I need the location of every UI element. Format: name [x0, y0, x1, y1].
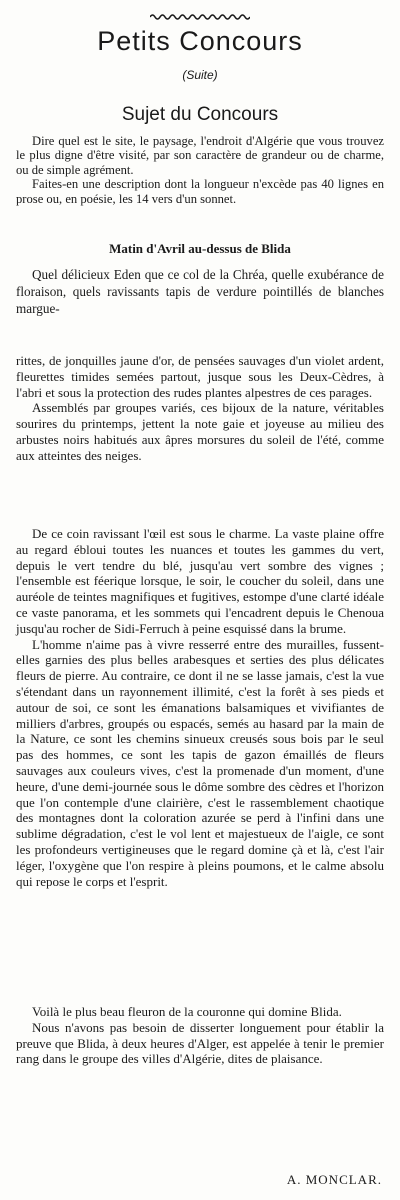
contest-paragraph: Dire quel est le site, le paysage, l'endroit d'Algérie que vous trouvez le plus digne d'être visité, par son caractère de grandeur ou de charme, ou de simple agrément.	[16, 134, 384, 177]
entry-body-part-3	[16, 1004, 384, 1067]
body-paragraph: Nous n'avons pas besoin de disserter longuement pour établir la preuve que Blida, à deux heures d'Alger, est appelée à tenir le premier rang dans le groupe des villes d'Algérie, dites de plaisance.	[16, 1019, 384, 1067]
page-title: Petits Concours	[97, 26, 303, 56]
author-signature: A. MONCLAR.	[286, 1172, 382, 1187]
entry-body-part-1	[16, 353, 384, 464]
page-subtitle: (Suite)	[182, 68, 218, 82]
body-paragraph: Voilà le plus beau fleuron de la couronne qui domine Blida.	[32, 1004, 342, 1019]
entry-body-part-2	[16, 526, 384, 889]
contest-paragraph: Faites-en une description dont la longueur n'excède pas 40 lignes en prose ou, en poésie, les 14 vers d'un sonnet.	[16, 177, 384, 206]
section-heading: Sujet du Concours	[121, 104, 279, 125]
body-paragraph: rittes, de jonquilles jaune d'or, de pensées sauvages d'un violet ardent, fleurettes timides semées partout, jusque sous les Deux-Cèdres, à l'abri et sous la protection des rudes plantes alpestres de ces parages.	[16, 353, 384, 400]
decorative-wave-ornament	[0, 8, 400, 26]
body-paragraph: Assemblés par groupes variés, ces bijoux de la nature, véritables sourires du printemps, jettent la note gaie et joyeuse au milieu des arbustes noirs habitués aux âpres morsures du soleil de l'été, comme aux atteintes des neiges.	[16, 400, 384, 463]
entry-intro	[16, 266, 384, 317]
contest-description	[16, 134, 384, 206]
body-paragraph: De ce coin ravissant l'œil est sous le charme. La vaste plaine offre au regard ébloui toutes les nuances et toutes les gammes du vert, depuis le vert tendre du blé, jusqu'au vert sombre des vignes ; l'ensemble est féerique lorsque, le soir, le coucher du soleil, dans une auréole de teintes magnifiques et fugitives, estompe d'une clarté idéale ce vaste panorama, et les sommets qui l'encadrent depuis le Chenoua jusqu'au rocher de Sidi-Ferruch à peine esquissé dans la brume.	[16, 526, 384, 636]
entry-title: Matin d'Avril au-dessus de Blida	[109, 241, 291, 256]
intro-paragraph: Quel délicieux Eden que ce col de la Chréa, quelle exubérance de floraison, quels ravissants tapis de verdure pointillés de blanches margue-	[16, 267, 384, 316]
body-paragraph: L'homme n'aime pas à vivre resserré entre des murailles, fussent-elles garnies des plus belles arabesques et serties des plus délicates fleurs de pierre. Au contraire, ce dont il ne se lasse jamais, c'est la vue s'étendant dans un rayonnement illimité, c'est la forêt à ses pieds et autour de soi, ce sont les émanations balsamiques et vivifiantes de milliers d'arbres, groupés ou espacés, semés au hasard par la main de la Nature, ce sont les chemins sinueux creusés sous bois par le seul pas des hommes, ce sont les tapis de gazon émaillés de fleurs sauvages aux couleurs vives, c'est la promenade d'un moment, d'une heure, d'une demi-journée sous le dôme sombre des cèdres et l'horizon que l'on contemple d'une clairière, c'est le rassemblement chaotique des montagnes dont la coloration azurée se perd à l'infini dans une sublime dégradation, c'est le vol lent et majestueux de l'aigle, ce sont les profondeurs vertigineuses que le regard domine çà et là, c'est l'air léger, l'oxygène que l'on respire à pleins poumons, et le calme absolu qui repose le corps et l'esprit.	[16, 636, 384, 889]
